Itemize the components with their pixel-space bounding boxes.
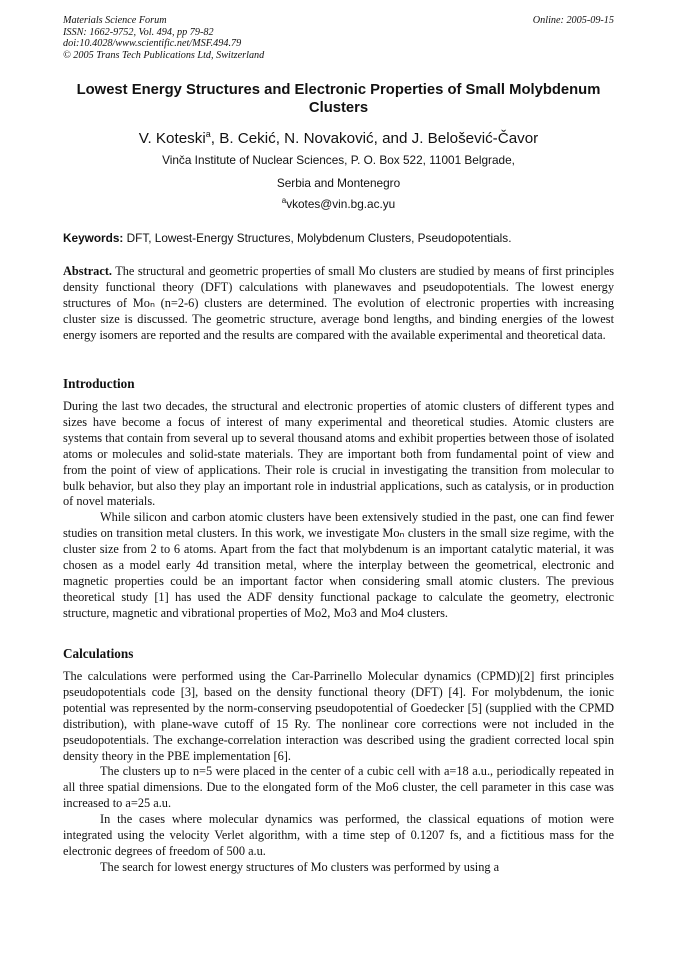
abstract-text: The structural and geometric properties of small Mo clusters are studied by means of first principles density functional theory (DFT) calculations with planewaves and pseudopotentials. The lowest energy structures of Moₙ (n=2-6) clusters are determined. The evolution of electronic properties with increasing cluster size is discussed. The geometric structure, average bond lengths, and binding energies of the lowest energy isomers are reported and the results are compared with the available experimental and theoretical data. xyxy=(63,264,614,342)
introduction-paragraph-1: During the last two decades, the structural and electronic properties of atomic clusters of different types and sizes have become a focus of interest of many experimental and theoretical studies. Atomic clusters are systems that contain from several up to several thousand atoms and exhibit properties between those of isolated atoms or molecules and solid-state materials. They are important both from fundamental point of view and from the point of view of applications. Their role is crucial in investigating the transition from molecular to bulk behavior, but also they play an important role in industrial applications, such as catalysis, or in production of novel materials. xyxy=(63,399,614,509)
doi-line[interactable]: doi:10.4028/www.scientific.net/MSF.494.79 xyxy=(63,38,242,50)
journal-header xyxy=(63,15,264,61)
introduction-paragraph-2: While silicon and carbon atomic clusters have been extensively studied in the past, one can find fewer studies on transition metal clusters. In this work, we investigate Moₙ clusters in the small size regime, with the cluster size from 2 to 6 atoms. Apart from the fact that molybdenum is an important catalytic material, it was chosen as a model early 4d transition metal, where the interplay between the geometrical, electronic and magnetic properties could be an important factor when considering small atomic clusters. The previous theoretical study [1] has used the ADF density functional package to calculate the geometry, electronic structure, magnetic and vibrational properties of Mo2, Mo3 and Mo4 clusters. xyxy=(63,510,614,620)
affiliation-line-1: Vinča Institute of Nuclear Sciences, P. O. Box 522, 11001 Belgrade, xyxy=(162,153,515,167)
calculations-paragraph-1: The calculations were performed using the Car-Parrinello Molecular dynamics (CPMD)[2] first principles pseudopotentials code [3], based on the density functional theory (DFT) [4]. For molybdenum, the ionic potential was represented by the norm-conserving pseudopotential of Goedecker [5] (supplied with the CPMD distribution), with plane-wave cutoff of 15 Ry. The nonlinear core corrections were not included in the pseudopotentials. The exchange-correlation interaction was described using the gradient corrected local spin density theory in the PBE implementation [6]. xyxy=(63,669,614,763)
author-list xyxy=(63,129,614,147)
abstract xyxy=(63,264,614,344)
journal-name: Materials Science Forum xyxy=(63,15,167,26)
other-authors: , B. Cekić, N. Novaković, and J. Belošević-Čavor xyxy=(210,130,539,148)
paper-title: Lowest Energy Structures and Electronic Properties of Small Molybdenum Clusters xyxy=(76,82,601,116)
introduction-heading: Introduction xyxy=(63,376,135,391)
calculations-heading: Calculations xyxy=(63,646,134,661)
email-line xyxy=(63,196,614,211)
affiliation-line-2: Serbia and Montenegro xyxy=(276,176,401,190)
calculations-paragraph-4: The search for lowest energy structures of Mo clusters was performed by using a xyxy=(100,859,500,874)
calculations-paragraph-2: The clusters up to n=5 were placed in the center of a cubic cell with a=18 a.u., periodically repeated in all three spatial dimensions. Due to the elongated form of the Mo6 cluster, the cell parameter in this case was increased to a=25 a.u. xyxy=(63,764,614,811)
keywords-label: Keywords: xyxy=(63,231,124,245)
email-sup: a xyxy=(281,196,287,205)
online-date: Online: 2005-09-15 xyxy=(532,15,614,26)
copyright-line: © 2005 Trans Tech Publications Ltd, Switzerland xyxy=(63,49,265,61)
first-author-sup: a xyxy=(205,129,211,139)
abstract-label: Abstract. xyxy=(63,264,113,278)
introduction-body xyxy=(63,399,614,622)
calculations-body xyxy=(63,669,614,876)
keywords-text: DFT, Lowest-Energy Structures, Molybdenum Clusters, Pseudopotentials. xyxy=(123,231,512,245)
keywords xyxy=(63,231,614,245)
email-address[interactable]: vkotes@vin.bg.ac.yu xyxy=(286,196,396,211)
calculations-paragraph-3: In the cases where molecular dynamics was performed, the classical equations of motion were integrated using the velocity Verlet algorithm, with a time step of 0.1207 fs, and a fictitious mass for the electronic degrees of freedom of 500 a.u. xyxy=(63,812,614,858)
first-author: V. Koteski xyxy=(138,130,206,148)
issn-line: ISSN: 1662-9752, Vol. 494, pp 79-82 xyxy=(63,26,214,38)
